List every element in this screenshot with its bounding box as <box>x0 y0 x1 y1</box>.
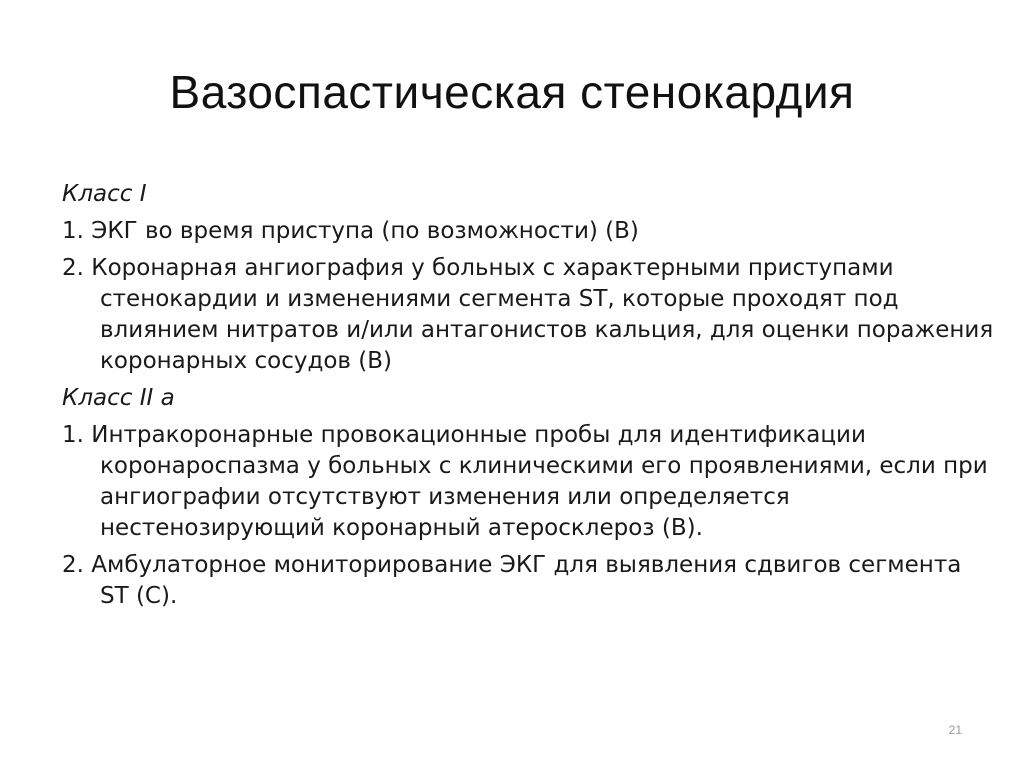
section-heading-class-2a: Класс II a <box>62 385 175 411</box>
section-heading-class-1: Класс I <box>62 181 147 207</box>
list-item: 2. Амбулаторное мониторирование ЭКГ для выявления сдвигов сегмента ST (С). <box>62 552 962 609</box>
page-number: 21 <box>948 723 962 737</box>
list-item: 1. ЭКГ во время приступа (по возможности) (В) <box>62 218 639 244</box>
slide-content <box>62 179 997 618</box>
list-item: 1. Интракоронарные провокационные пробы для идентификации коронароспазма у больных с клиническими его проявлениями, если при ангиографии отсутствуют изменения или определяется нестенозирующий коронарный атеросклероз (В). <box>62 422 988 541</box>
slide-title: Вазоспастическая стенокардия <box>169 66 855 118</box>
list-item: 2. Коронарная ангиография у больных с характерными приступами стенокардии и изменениями сегмента ST, которые проходят под влиянием нитратов и/или антагонистов кальция, для оценки поражения коронарных сосудов (В) <box>62 255 994 374</box>
